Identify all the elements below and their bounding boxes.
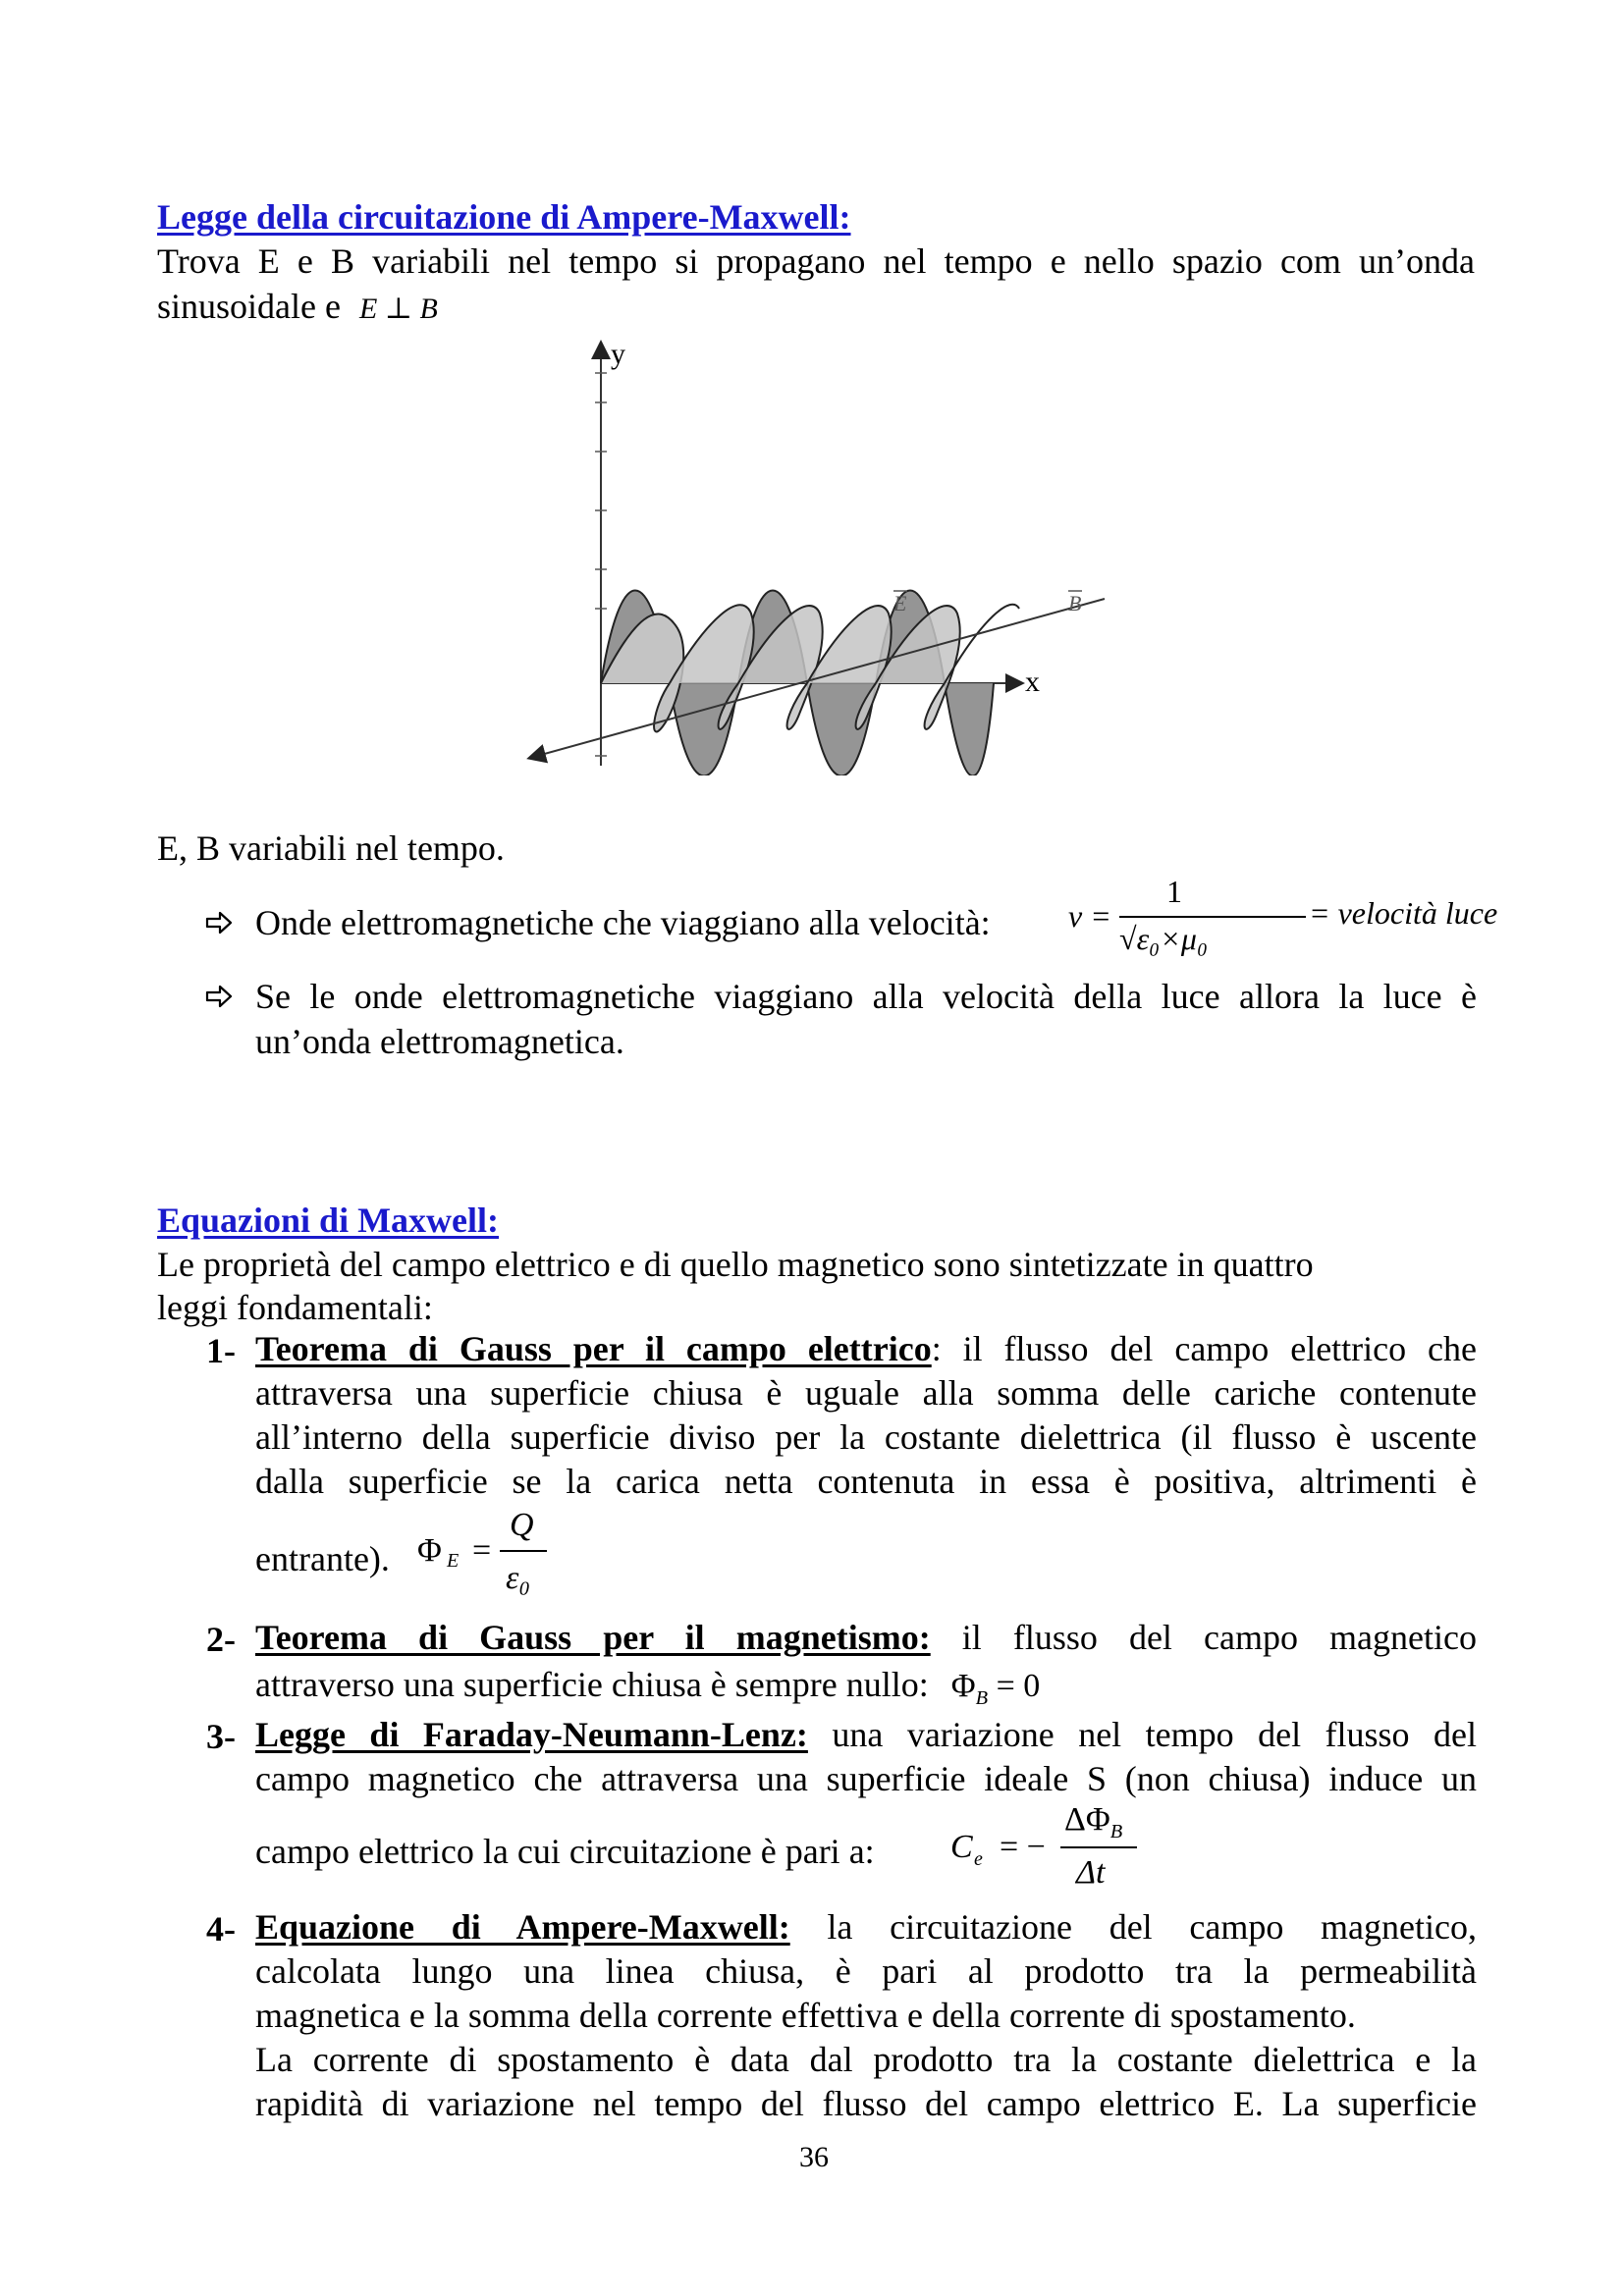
e-vector-label: E bbox=[893, 591, 907, 615]
formula-numerator-text: ΔΦ bbox=[1064, 1801, 1110, 1838]
em-wave-figure bbox=[511, 334, 1119, 775]
formula-denominator: Δt bbox=[1076, 1854, 1106, 1891]
bullet-text: Onde elettromagnetiche che viaggiano alla velocità: bbox=[255, 903, 991, 942]
formula-lhs: C bbox=[950, 1829, 973, 1865]
formula-numerator bbox=[1064, 1801, 1122, 1843]
x-axis-label: x bbox=[1025, 666, 1040, 698]
list-item-line: attraversa una superficie chiusa è uguale alla somma delle cariche contenute bbox=[255, 1373, 1477, 1413]
list-item-text: : il flusso del campo elettrico che bbox=[931, 1329, 1478, 1368]
paragraph-line bbox=[157, 285, 438, 331]
formula-subscript: B bbox=[975, 1686, 989, 1709]
list-item-title: Legge di Faraday-Neumann-Lenz: bbox=[255, 1715, 808, 1754]
b-vector-label: B bbox=[1068, 591, 1082, 615]
list-item-text: una variazione nel tempo del flusso del bbox=[807, 1715, 1477, 1754]
paragraph-line: leggi fondamentali: bbox=[157, 1288, 433, 1327]
list-number: 1- bbox=[206, 1331, 236, 1370]
list-item-text: attraverso una superficie chiusa è sempre nullo: bbox=[255, 1665, 929, 1704]
list-item-line bbox=[255, 1327, 1477, 1371]
arrow-bullet-icon bbox=[204, 982, 234, 1011]
list-item-title: Teorema di Gauss per il magnetismo: bbox=[255, 1618, 931, 1657]
list-item-line: magnetica e la somma della corrente effettiva e della corrente di spostamento. bbox=[255, 1996, 1356, 2035]
list-item-line: La corrente di spostamento è data dal prodotto tra la costante dielettrica e la bbox=[255, 2040, 1477, 2079]
formula-denominator: √ε₀×μ₀ bbox=[1119, 921, 1209, 956]
list-item-text: il flusso del campo magnetico bbox=[930, 1618, 1477, 1657]
list-item-line: entrante). bbox=[255, 1539, 390, 1578]
paragraph-line: Trova E e B variabili nel tempo si propagano nel tempo e nello spazio com un’onda bbox=[157, 241, 1475, 281]
section-heading-ampere-maxwell: Legge della circuitazione di Ampere-Maxwell: bbox=[157, 197, 851, 237]
list-item-line bbox=[255, 1713, 1477, 1757]
bullet-text: un’onda elettromagnetica. bbox=[255, 1022, 624, 1061]
list-item-line: rapidità di variazione nel tempo del flusso del campo elettrico E. La superficie bbox=[255, 2084, 1477, 2123]
y-axis-label: y bbox=[611, 338, 625, 370]
formula-subscript: E bbox=[447, 1550, 460, 1572]
formula-denominator: ε₀ bbox=[506, 1560, 531, 1596]
formula-numerator: 1 bbox=[1166, 874, 1182, 909]
figure-caption: E, B variabili nel tempo. bbox=[157, 828, 505, 868]
formula-lhs: Φ bbox=[950, 1668, 976, 1704]
list-number: 3- bbox=[206, 1717, 236, 1756]
formula-rhs: = 0 bbox=[996, 1668, 1041, 1704]
bullet-text: Se le onde elettromagnetiche viaggiano alla velocità della luce allora la luce è bbox=[255, 977, 1477, 1016]
list-item-line: all’interno della superficie diviso per la costante dielettrica (il flusso è uscente bbox=[255, 1417, 1477, 1457]
formula-equals: = − bbox=[1000, 1829, 1046, 1865]
list-item-line: calcolata lungo una linea chiusa, è pari al prodotto tra la permeabilità bbox=[255, 1951, 1477, 1991]
gauss-electric-formula bbox=[417, 1507, 555, 1615]
list-item-title: Equazione di Ampere-Maxwell: bbox=[255, 1907, 790, 1947]
gauss-magnetic-formula bbox=[950, 1668, 1041, 1709]
formula-lhs: Φ bbox=[417, 1532, 442, 1569]
list-item-line bbox=[255, 1616, 1477, 1660]
formula-equals: = bbox=[472, 1532, 492, 1569]
formula-lhs: v = bbox=[1068, 898, 1111, 934]
list-item-title: Teorema di Gauss per il campo elettrico bbox=[255, 1329, 932, 1368]
list-item-line: dalla superficie se la carica netta contenuta in essa è positiva, altrimenti è bbox=[255, 1462, 1477, 1501]
list-number: 2- bbox=[206, 1620, 236, 1659]
formula-numerator-subscript: B bbox=[1109, 1820, 1123, 1842]
list-item-line: campo elettrico la cui circuitazione è pari a: bbox=[255, 1832, 875, 1871]
formula-numerator: Q bbox=[510, 1507, 534, 1543]
list-item-text: la circuitazione del campo magnetico, bbox=[789, 1907, 1477, 1947]
faraday-formula bbox=[950, 1801, 1147, 1909]
list-item-line bbox=[255, 1905, 1477, 1949]
formula-rhs: = velocità luce bbox=[1309, 895, 1498, 931]
perpendicular-formula: E ⊥ B bbox=[358, 293, 438, 325]
list-item-line: campo magnetico che attraversa una superficie ideale S (non chiusa) induce un bbox=[255, 1759, 1477, 1798]
section-heading-maxwell-equations: Equazioni di Maxwell: bbox=[157, 1201, 500, 1240]
list-number: 4- bbox=[206, 1909, 236, 1949]
arrow-bullet-icon bbox=[204, 908, 234, 937]
list-item-line bbox=[255, 1663, 1040, 1721]
paragraph-text: sinusoidale e bbox=[157, 287, 341, 326]
page-number: 36 bbox=[799, 2141, 829, 2173]
paragraph-line: Le proprietà del campo elettrico e di quello magnetico sono sintetizzate in quattro bbox=[157, 1245, 1314, 1284]
formula-subscript: e bbox=[974, 1848, 983, 1870]
